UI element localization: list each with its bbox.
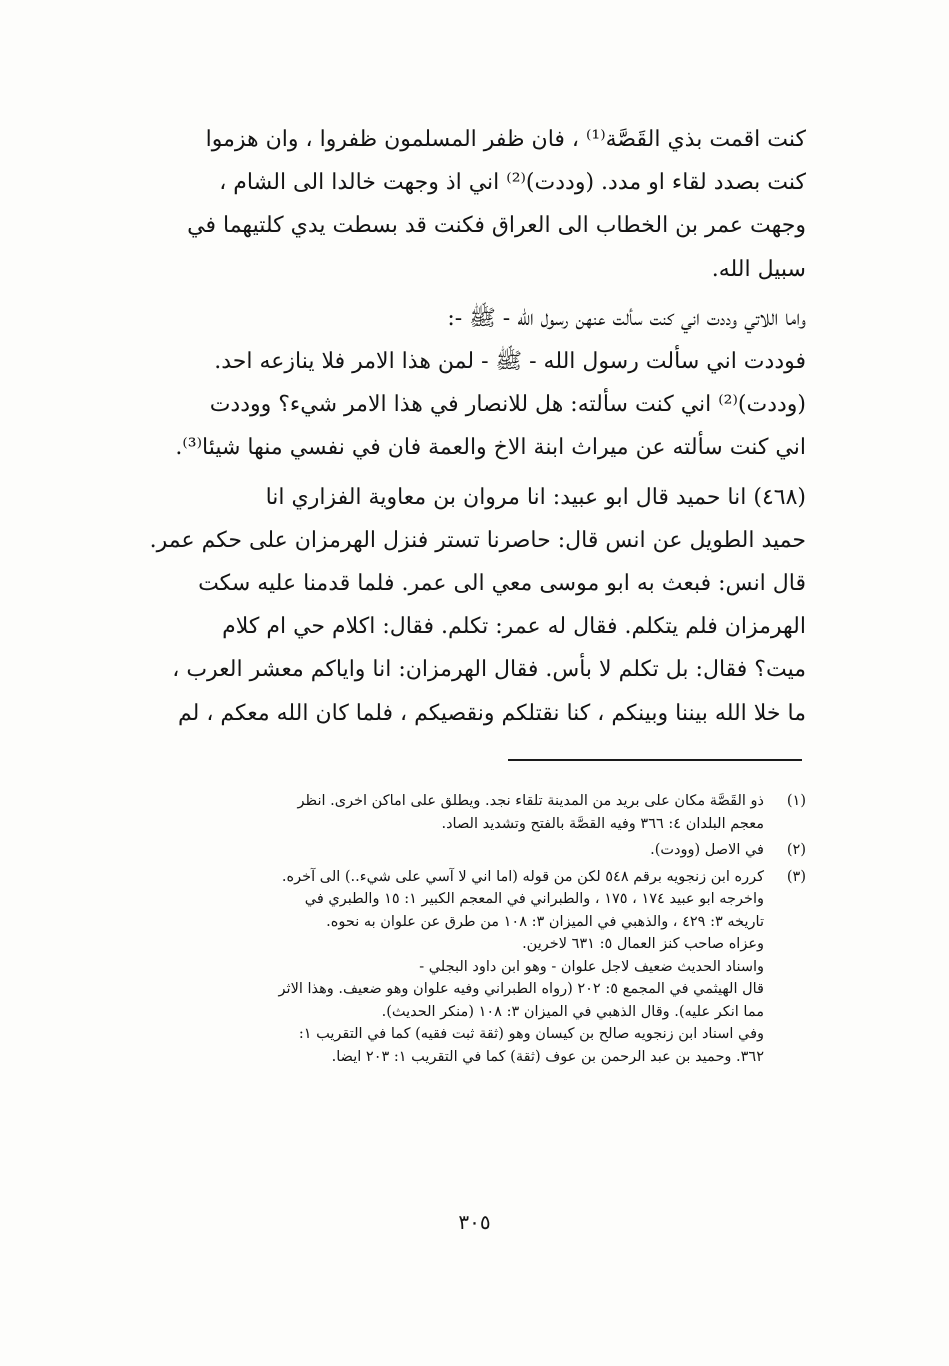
text-line: واما اللاتي وددت اني كنت سألت عنهن رسول الله - ﷺ -: [447, 305, 806, 331]
footnotes [138, 790, 806, 1072]
footnote-line: مما انكر عليه). وقال الذهبي في الميزان ٣: ١٠٨ (منكر الحديث). [381, 1003, 764, 1020]
paragraph-1 [138, 118, 806, 291]
footnote-line: وعزاه صاحب كنز العمال ٥: ٦٣١ لاخرين. [522, 936, 764, 952]
footnote-line: وفي اسناد ابن زنجويه صالح بن كيسان وهو (ثقة ثبت فقيه) كما في التقريب ١: [298, 1026, 764, 1042]
footnote-separator [508, 759, 802, 761]
footnote-line: كرره ابن زنجويه برقم ٥٤٨ لكن من قوله (اما اني لا آسي على شيء..) الى آخره. [281, 868, 764, 885]
page-number: ٣٠٥ [458, 1210, 491, 1234]
text-line: وجهت عمر بن الخطاب الى العراق فكنت قد بسطت يدي كلتيهما في [187, 213, 806, 239]
footnote-line: ٣٦٢. وحميد بن عبد الرحمن بن عوف (ثقة) كما في التقريب ١: ٢٠٣ ايضا. [331, 1048, 764, 1065]
text-line: كنت بصدد لقاء او مدد. (وددت)⁽²⁾ اني اذ وجهت خالدا الى الشام ، [219, 170, 806, 196]
footnote-text [138, 839, 764, 862]
paragraph-2 [138, 297, 806, 470]
footnote-number: (١) [786, 793, 806, 809]
text-line: ما خلا الله بيننا وبينكم ، كنا نقتلكم ونقصيكم ، فلما كان الله معكم ، لم [177, 700, 806, 726]
footnote [138, 866, 806, 1069]
footnote-line: ذو القَصَّة مكان على بريد من المدينة تلقاء نجد. ويطلق على اماكن اخرى. انظر [297, 793, 764, 809]
text-line: كنت اقمت بذي القَصَّة⁽¹⁾ ، فان ظفر المسلمون ظفروا ، وان هزموا [205, 127, 806, 152]
footnote [138, 839, 806, 862]
text-line: ميت؟ فقال: بل تكلم لا بأس. فقال الهرمزان: انا واياكم معشر العرب ، [172, 657, 806, 683]
text-line: قال انس: فبعث به ابو موسى معي الى عمر. فلما قدمنا عليه سكت [198, 571, 806, 597]
footnote [138, 790, 806, 835]
footnote-line: تاريخه ٣: ٤٢٩ ، والذهبي في الميزان ٣: ١٠٨ من طرق عن علوان به نحوه. [326, 913, 764, 930]
text-line: حميد الطويل عن انس قال: حاصرنا تستر فنزل الهرمزان على حكم عمر. [149, 527, 806, 553]
paragraph-3 [138, 476, 806, 735]
footnote-line: معجم البلدان ٤: ٣٦٦ وفيه القصَّة بالفتح وتشديد الصاد. [441, 815, 764, 832]
text-line: (وددت)⁽²⁾ اني كنت سألته: هل للانصار في هذا الامر شيء؟ ووددت [209, 392, 806, 418]
footnote-number: (٢) [786, 842, 806, 858]
footnote-text [138, 790, 764, 835]
text-line: الهرمزان فلم يتكلم. فقال له عمر: تكلم. فقال: اكلام حي ام كلام [222, 614, 806, 640]
footnote-line: قال الهيثمي في المجمع ٥: ٢٠٢ (رواه الطبراني وفيه علوان وهو ضعيف. وهذا الاثر [278, 981, 764, 997]
footnote-line: في الاصل (وودت). [650, 842, 764, 858]
text-line: (٤٦٨) انا حميد قال ابو عبيد: انا مروان بن معاوية الفزاري انا [265, 484, 806, 510]
footnote-line: واخرجه ابو عبيد ١٧٤ ، ١٧٥ ، والطبراني في المعجم الكبير ١: ١٥ والطبري في [304, 891, 764, 907]
text-line: فوددت اني سألت رسول الله - ﷺ - لمن هذا الامر فلا ينازعه احد. [214, 349, 806, 375]
text-line: اني كنت سألته عن ميراث ابنة الاخ والعمة فان في نفسي منها شيئا⁽³⁾. [175, 435, 806, 461]
main-text [138, 118, 806, 735]
text-line: سبيل الله. [711, 256, 806, 282]
footnote-number: (٣) [786, 868, 806, 885]
footnote-line: واسناد الحديث ضعيف لاجل علوان - وهو ابن داود البجلي - [419, 958, 764, 975]
footnote-text [138, 866, 764, 1069]
